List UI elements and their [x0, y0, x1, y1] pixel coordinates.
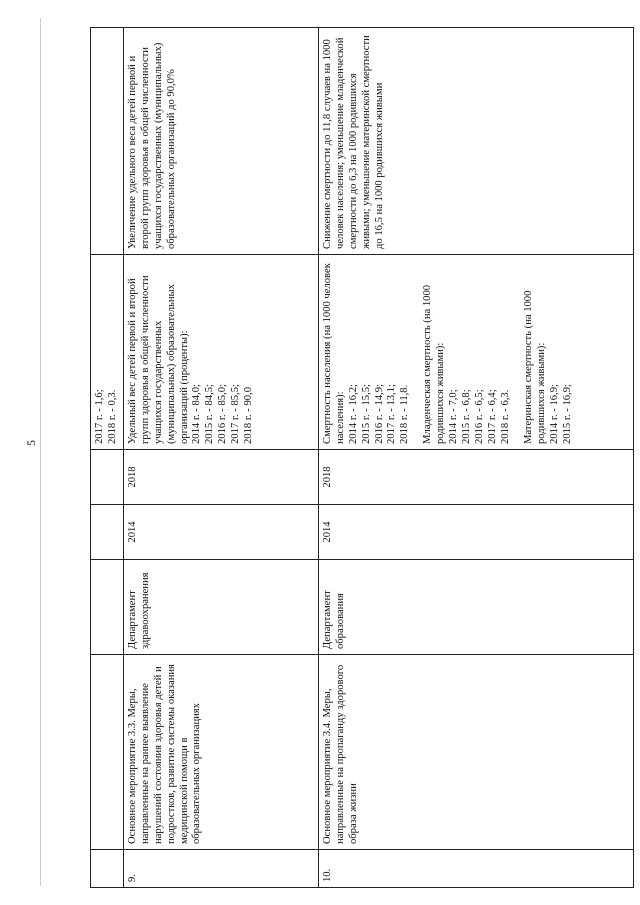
indicator-cell — [318, 255, 633, 450]
indicator-line: 2015 г. - 15,5; — [360, 384, 372, 444]
indicator-line: 2014 г. - 16,9; — [548, 384, 560, 444]
indicator-gap — [412, 260, 422, 444]
indicator-line: 2018 г. - 6,3. — [499, 389, 511, 444]
end-year-cell: 2018 — [318, 450, 633, 505]
page-margin-line — [40, 18, 41, 886]
indicator-line: 2016 г. - 6,5; — [473, 389, 485, 444]
indicator-line: 2017 г. - 85,5; — [230, 384, 242, 444]
executor-cell: Департамент здравоохранения — [123, 560, 318, 655]
indicator-gap — [513, 260, 523, 444]
measure-cell: Основное мероприятие 3.3. Меры, направленные на раннее выявление нарушений состояния здоровья детей и подростков, развитие системы оказания медицинской помощи в образовательных организациях — [123, 655, 318, 850]
indicator-line: Удельный вес детей первой и второй групп здоровья в общей численности учащихся государственных (муниципальных) образовательных организаций (проценты): — [126, 275, 190, 444]
end-year-cell — [91, 450, 124, 505]
indicator-line: 2017 г. - 1,6; — [94, 389, 105, 444]
executor-cell: Департамент образования — [318, 560, 633, 655]
indicator-line: 2014 г. - 16,2; — [347, 384, 359, 444]
indicator-cell — [91, 255, 124, 450]
rotated-page-content — [90, 28, 626, 888]
indicator-line: 2018 г. - 0,3. — [106, 389, 118, 444]
start-year-cell: 2014 — [123, 505, 318, 560]
table-row — [123, 28, 318, 888]
indicator-line: 2014 г. - 84,0; — [191, 384, 203, 444]
indicator-line: 2018 г. - 11,8. — [399, 384, 411, 444]
result-cell: Снижение смертности до 11,8 случаев на 1000 человек населения; уменьшение младенческой смертности до 6,3 на 1000 родившихся живыми; уменьшение материнской смертности до 16,5 на 1000 родившихся живыми — [318, 28, 633, 255]
row-number: 9. — [123, 850, 318, 888]
start-year-cell: 2014 — [318, 505, 633, 560]
row-number — [91, 850, 124, 888]
program-measures-table — [90, 27, 634, 888]
row-number: 10. — [318, 850, 633, 888]
table-row — [91, 28, 124, 888]
indicator-line: 2016 г. - 14,9; — [373, 384, 385, 444]
indicator-line: Материнская смертность (на 1000 родившихся живыми): — [522, 290, 547, 444]
executor-cell — [91, 560, 124, 655]
indicator-line: 2015 г. - 6,8; — [461, 389, 473, 444]
end-year-cell: 2018 — [123, 450, 318, 505]
indicator-line: Младенческая смертность (на 1000 родившихся живыми): — [422, 284, 447, 444]
indicator-line: 2014 г. - 7,0; — [448, 389, 460, 444]
indicator-line: 2017 г. - 13,1; — [386, 384, 398, 444]
result-cell: Увеличение удельного веса детей первой и второй групп здоровья в общей численности учащихся государственных (муниципальных) образовательных организаций до 90,0% — [123, 28, 318, 255]
indicator-line: 2017 г. - 6,4; — [486, 389, 498, 444]
indicator-line: 2015 г. - 16,9; — [561, 384, 573, 444]
measure-cell: Основное мероприятие 3.4. Меры, направленные на пропаганду здорового образа жизни — [318, 655, 633, 850]
indicator-cell — [123, 255, 318, 450]
indicator-line: 2016 г. - 85,0; — [217, 384, 229, 444]
page-number: 5 — [24, 440, 38, 446]
measure-cell — [91, 655, 124, 850]
indicator-line: Смертность населения (на 1000 человек населения): — [321, 263, 346, 444]
result-cell — [91, 28, 124, 255]
start-year-cell — [91, 505, 124, 560]
table-row — [318, 28, 633, 888]
indicator-line: 2015 г. - 84,5; — [204, 384, 216, 444]
indicator-line: 2018 г. - 90,0 — [243, 387, 255, 444]
